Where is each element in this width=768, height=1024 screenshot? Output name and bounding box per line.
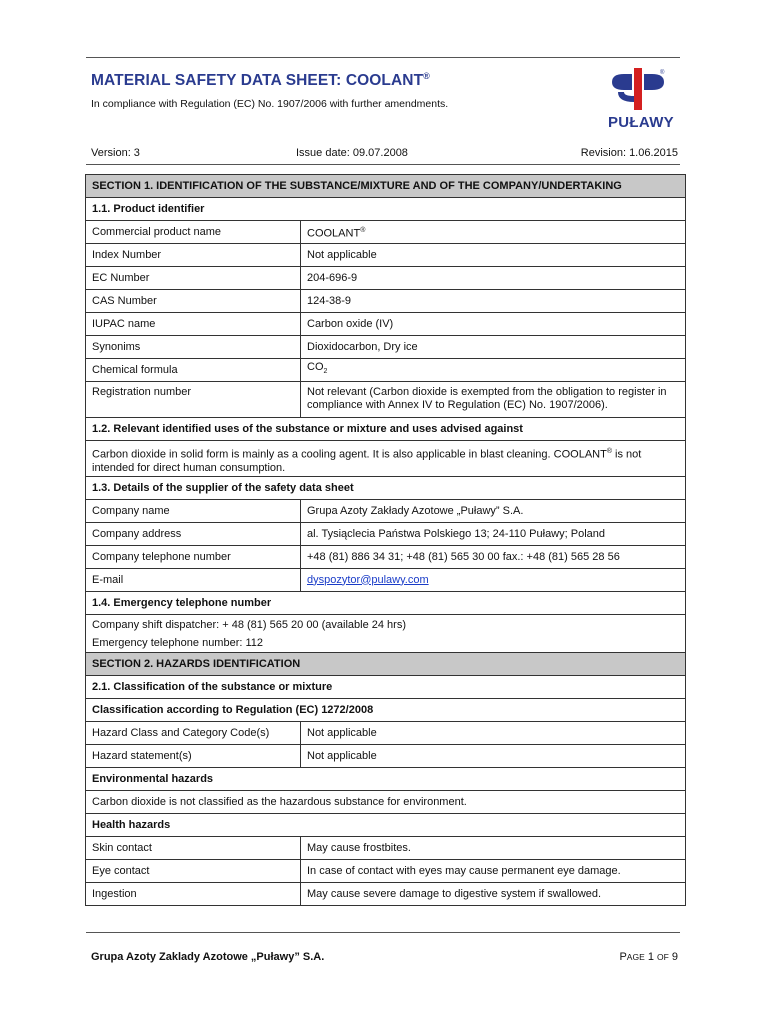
uses-text: Carbon dioxide in solid form is mainly as a cooling agent. It is also applicable in blast cleaning. COOLANT® is not intended for direct human consumption. <box>86 441 686 477</box>
section-1-header: SECTION 1. IDENTIFICATION OF THE SUBSTANCE/MIXTURE AND OF THE COMPANY/UNDERTAKING <box>86 175 686 198</box>
logo-text: PUŁAWY <box>608 114 674 131</box>
table-row: EC Number 204-696-9 <box>86 267 686 290</box>
table-row: Hazard Class and Category Code(s) Not applicable <box>86 722 686 745</box>
table-row: Ingestion May cause severe damage to digestive system if swallowed. <box>86 883 686 906</box>
table-row: E-mail dyspozytor@pulawy.com <box>86 569 686 592</box>
table-row: Company name Grupa Azoty Zakłady Azotowe „Puławy” S.A. <box>86 500 686 523</box>
subsection-1-4: 1.4. Emergency telephone number <box>86 592 686 615</box>
environmental-hazards-text: Carbon dioxide is not classified as the hazardous substance for environment. <box>86 791 686 814</box>
health-hazards-title: Health hazards <box>86 814 686 837</box>
subsection-1-2: 1.2. Relevant identified uses of the substance or mixture and uses advised against <box>86 418 686 441</box>
footer-company: Grupa Azoty Zaklady Azotowe „Puławy” S.A. <box>91 951 325 963</box>
table-row: CAS Number 124-38-9 <box>86 290 686 313</box>
meta-rule <box>86 164 680 165</box>
logo-registered-mark: ® <box>660 70 665 76</box>
environmental-hazards-title: Environmental hazards <box>86 768 686 791</box>
revision: Revision: 1.06.2015 <box>580 147 678 159</box>
page-number: PAGE 1 OF 9 <box>619 951 678 963</box>
section-2-header: SECTION 2. HAZARDS IDENTIFICATION <box>86 653 686 676</box>
email-link[interactable]: dyspozytor@pulawy.com <box>307 573 429 586</box>
table-row: Index Number Not applicable <box>86 244 686 267</box>
registered-mark: ® <box>423 71 430 81</box>
classification-title: Classification according to Regulation (EC) 1272/2008 <box>86 699 686 722</box>
header-rule <box>86 57 680 58</box>
table-row: Skin contact May cause frostbites. <box>86 837 686 860</box>
subsection-1-1: 1.1. Product identifier <box>86 198 686 221</box>
issue-date: Issue date: 09.07.2008 <box>296 147 408 159</box>
safety-data-table <box>85 174 686 906</box>
table-row: Hazard statement(s) Not applicable <box>86 745 686 768</box>
footer-rule <box>86 932 680 933</box>
table-row: Company address al. Tysiąclecia Państwa Polskiego 13; 24-110 Puławy; Poland <box>86 523 686 546</box>
version: Version: 3 <box>91 147 140 159</box>
table-row: Company telephone number +48 (81) 886 34 31; +48 (81) 565 30 00 fax.: +48 (81) 565 28 56 <box>86 546 686 569</box>
table-row: Commercial product name COOLANT® <box>86 221 686 244</box>
compliance-note: In compliance with Regulation (EC) No. 1907/2006 with further amendments. <box>91 98 449 110</box>
subsection-1-3: 1.3. Details of the supplier of the safety data sheet <box>86 477 686 500</box>
table-row: Chemical formula $CO_2$ <box>86 359 686 382</box>
subsection-2-1: 2.1. Classification of the substance or mixture <box>86 676 686 699</box>
document-title: MATERIAL SAFETY DATA SHEET: COOLANT® <box>91 71 430 90</box>
table-row: Eye contact In case of contact with eyes may cause permanent eye damage. <box>86 860 686 883</box>
emergency-numbers: Company shift dispatcher: + 48 (81) 565 20 00 (available 24 hrs) Emergency telephone number: 112 <box>86 615 686 653</box>
table-row: IUPAC name Carbon oxide (IV) <box>86 313 686 336</box>
table-row: Registration number Not relevant (Carbon dioxide is exempted from the obligation to register in compliance with Annex IV to Regulation (EC) No. 1907/2006). <box>86 382 686 418</box>
table-row: Synonims Dioxidocarbon, Dry ice <box>86 336 686 359</box>
